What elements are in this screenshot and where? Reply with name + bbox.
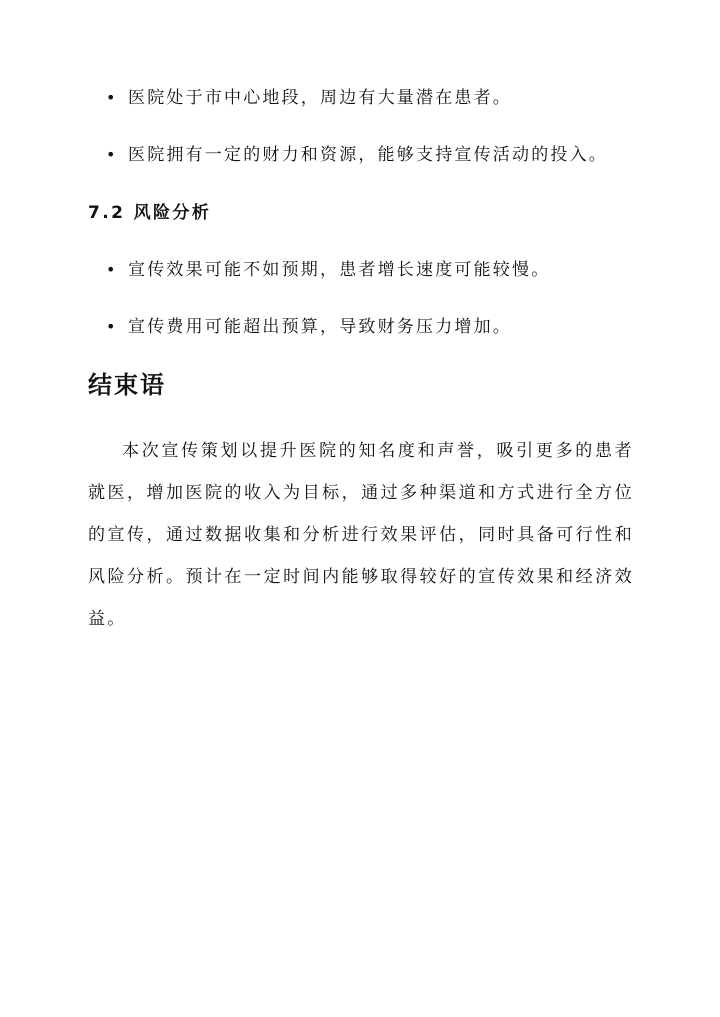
subsection-title: 7.2 风险分析	[88, 203, 212, 223]
list-item	[106, 254, 680, 286]
list-item-text: 医院处于市中心地段，周边有大量潜在患者。	[128, 87, 512, 108]
bullet-icon: •	[106, 145, 116, 164]
section-title: 结束语	[88, 371, 166, 399]
bullet-icon: •	[106, 88, 116, 107]
bullet-icon: •	[106, 260, 116, 279]
conclusion-paragraph: 本次宣传策划以提升医院的知名度和声誉，吸引更多的患者就医，增加医院的收入为目标，通过多种渠道和方式进行全方位的宣传，通过数据收集和分析进行效果评估，同时具备可行性和风险分析。预计在一定时间内能够取得较好的宣传效果和经济效益。	[88, 441, 634, 629]
list-item-text: 医院拥有一定的财力和资源，能够支持宣传活动的投入。	[128, 144, 608, 165]
list-item-text: 宣传费用可能超出预算，导致财务压力增加。	[128, 316, 512, 337]
list-item	[106, 82, 680, 114]
list-item-text: 宣传效果可能不如预期，患者增长速度可能较慢。	[128, 259, 551, 280]
list-item	[106, 139, 680, 171]
list-item	[106, 311, 680, 343]
bullet-icon: •	[106, 317, 116, 336]
